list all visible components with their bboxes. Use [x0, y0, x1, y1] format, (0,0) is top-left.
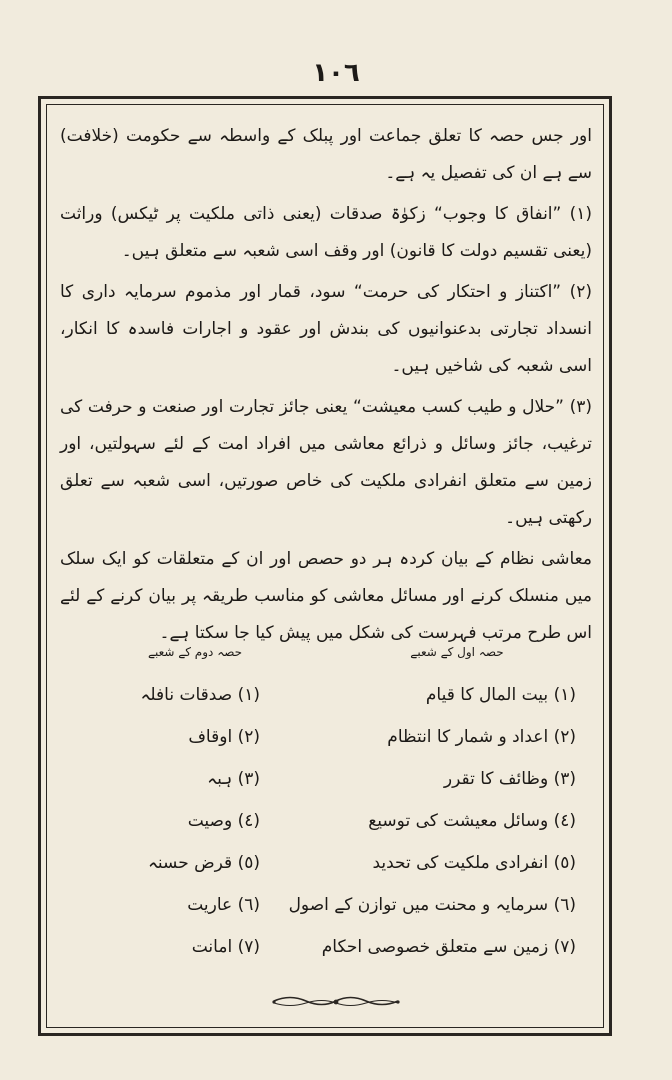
- list-item: (١) صدقات نافلہ: [140, 685, 260, 705]
- paragraph-intro: اور جس حصہ کا تعلق جماعت اور پبلک کے واسطہ سے حکومت (خلافت) سے ہے ان کی تفصیل یہ ہے۔: [60, 126, 592, 183]
- list-item: (٤) وسائل معیشت کی توسیع: [368, 811, 576, 831]
- list-item: (٥) قرض حسنہ: [147, 853, 260, 873]
- part-one-heading: حصہ اول کے شعبے: [410, 645, 504, 659]
- list-item: (١) بیت المال کا قیام: [425, 685, 576, 705]
- paragraph-item-1: (١) ”انفاق کا وجوب“ زکوٰۃ صدقات (یعنی ذاتی ملکیت پر ٹیکس) وراثت (یعنی تقسیم دولت کا قانون) اور وقف اسی شعبہ سے متعلق ہیں۔: [60, 204, 592, 261]
- list-item: (٥) انفرادی ملکیت کی تحدید: [372, 853, 576, 873]
- list-columns: [70, 640, 582, 970]
- paragraph-item-2: (٢) ”اکتناز و احتکار کی حرمت“ سود، قمار اور مذموم سرمایہ داری کا انسداد تجارتی بدعنوانیوں کی بندش اور عقود و اجارات فاسدہ کا انکار، اسی شعبہ کی شاخیں ہیں۔: [60, 282, 592, 376]
- part-one-column: [288, 640, 582, 968]
- part-one-list: [288, 674, 582, 968]
- list-item: (٣) ہبہ: [207, 769, 260, 789]
- list-item: (٤) وصیت: [187, 811, 260, 831]
- list-item: (٦) عاریت: [187, 895, 260, 915]
- list-item: (٢) اوقاف: [188, 727, 260, 747]
- list-item: (٧) امانت: [191, 937, 260, 957]
- body-text: [60, 118, 592, 652]
- list-item: (٣) وظائف کا تقرر: [443, 769, 576, 789]
- part-two-heading: حصہ دوم کے شعبے: [147, 645, 243, 659]
- list-item: (٦) سرمایہ و محنت میں توازن کے اصول: [288, 895, 576, 915]
- list-item: (٧) زمین سے متعلق خصوصی احکام: [321, 937, 576, 957]
- part-two-list: [70, 674, 320, 968]
- ornament-divider-icon: [270, 992, 402, 1010]
- list-item: (٢) اعداد و شمار کا انتظام: [387, 727, 576, 747]
- paragraph-item-3: (٣) ”حلال و طیب کسب معیشت“ یعنی جائز تجارت اور صنعت و حرفت کی ترغیب، جائز وسائل و ذرائع معاشی میں افراد امت کے لئے سہولتیں، اور زمین سے متعلق انفرادی ملکیت کی خاص صورتیں، اسی شعبہ سے تعلق رکھتی ہیں۔: [60, 397, 592, 528]
- page-number: ١٠٦: [312, 58, 360, 88]
- part-two-column: [70, 640, 320, 968]
- paragraph-summary: معاشی نظام کے بیان کردہ ہر دو حصص اور ان کے متعلقات کو ایک سلک میں منسلک کرنے اور مسائل معاشی کو مناسب طریقہ پر بیان کرنے کے لئے اس طرح مرتب فہرست کی شکل میں پیش کیا جا سکتا ہے۔: [60, 549, 592, 643]
